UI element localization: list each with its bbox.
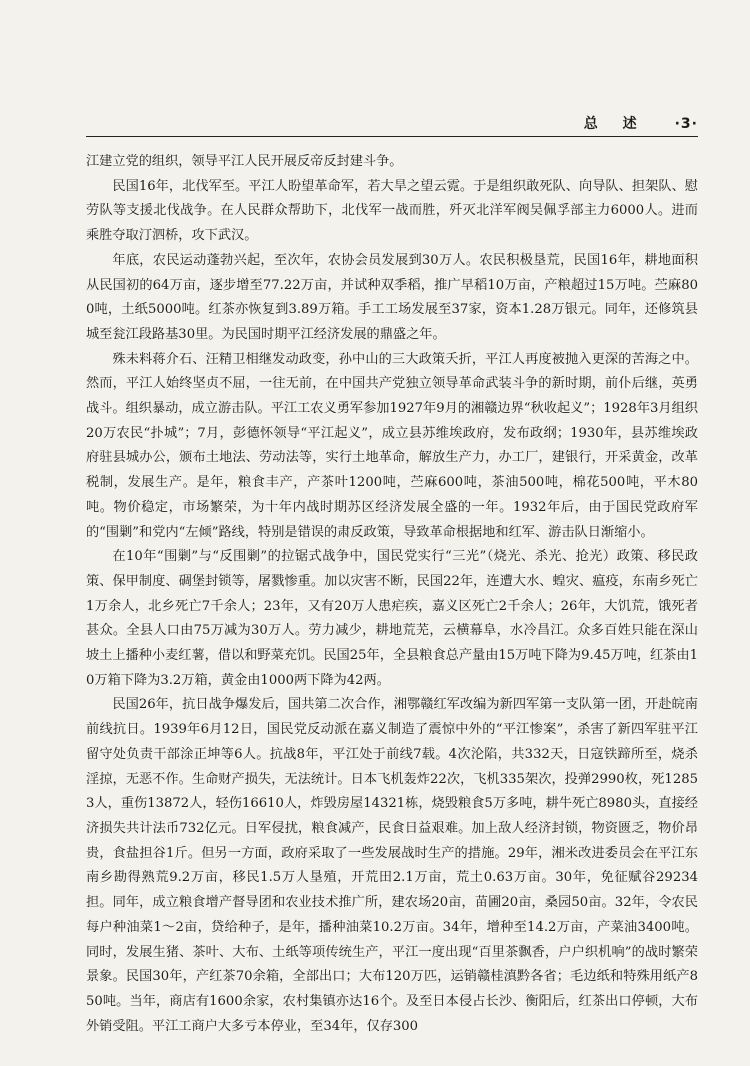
body-text <box>86 150 698 1039</box>
paragraph: 民国16年，北伐军至。平江人盼望革命军，若大旱之望云霓。于是组织敢死队、向导队、担架队、慰劳队等支援北伐战争。在人民群众帮助下，北伐军一战而胜，歼灭北洋军阀吴佩孚部主力6000人。进而乘胜夺取汀泗桥，攻下武汉。 <box>86 178 698 244</box>
running-header <box>86 113 698 133</box>
paragraph: 江建立党的组织，领导平江人民开展反帝反封建斗争。 <box>86 154 403 169</box>
paragraph: 民国26年，抗日战争爆发后，国共第二次合作，湘鄂赣红军改编为新四军第一支队第一团，开赴皖南前线抗日。1939年6月12日，国民党反动派在嘉义制造了震惊中外的“平江惨案”，杀害了新四军驻平江留守处负责干部涂正坤等6人。抗战8年，平江处于前线7载。4次沦陷，共332天，日寇铁蹄所至，烧杀淫掠，无恶不作。生命财产损失，无法统计。日本飞机轰炸22次，飞机335架次，投弹2990枚，死12853人，重伤13872人，轻伤16610人，炸毁房屋14321栋，烧毁粮食5万多吨，耕牛死亡8980头，直接经济损失共计法币732亿元。日军侵扰，粮食减产，民食日益艰难。加上敌人经济封锁，物资匮乏，物价昂贵，食盐担谷1斤。但另一方面，政府采取了一些发展战时生产的措施。29年，湘米改进委员会在平江东南乡勘得熟荒9.2万亩，移民1.5万人垦殖，开荒田2.1万亩，荒土0.63万亩。30年，免征赋谷29234担。同年，成立粮食增产督导团和农业技术推广所，建农场20亩，苗圃20亩，桑园50亩。32年，令农民每户种油菜1～2亩，贷给种子，是年，播种油菜10.2万亩。34年，增种至14.2万亩，产菜油3400吨。同时，发展生猪、茶叶、大布、土纸等项传统生产，平江一度出现“百里茶飘香，户户织机响”的战时繁荣景象。民国30年，产红茶70余箱，全部出口；大布120万匹，运销赣桂滇黔各省；毛边纸和特殊用纸产850吨。当年，商店有1600余家，农村集镇亦达16个。及至日本侵占长沙、衡阳后，红茶出口停顿，大布外销受阻。平江工商户大多亏本停业，至34年，仅存300 <box>86 697 698 1034</box>
paragraph: 在10年“围剿”与“反围剿”的拉锯式战争中，国民党实行“三光”（烧光、杀光、抢光）政策、移民政策、保甲制度、碉堡封锁等，屠戮惨重。加以灾害不断，民国22年，连遭大水、蝗灾、瘟疫，东南乡死亡1万余人，北乡死亡7千余人；23年，又有20万人患疟疾，嘉义区死亡2千余人；26年，大饥荒，饿死者甚众。全县人口由75万减为30万人。劳力减少，耕地荒芜，云横幕阜，水冷昌江。众多百姓只能在深山坡土上播种小麦红薯，借以和野菜充饥。民国25年，全县粮食总产量由15万吨下降为9.45万吨，红茶由10万箱下降为3.2万箱，黄金由1000两下降为42两。 <box>86 549 698 688</box>
header-rule <box>86 136 698 137</box>
paragraph: 年底，农民运动蓬勃兴起，至次年，农协会员发展到30万人。农民积极垦荒，民国16年，耕地面积从民国初的64万亩，逐步增至77.22万亩，并试种双季稻，推广早稻10万亩，产粮超过15万吨。苎麻800吨，土纸5000吨。红茶亦恢复到3.89万箱。手工工场发展至37家，资本1.28万银元。同年，还修筑县城至瓮江段路基30里。为民国时期平江经济发展的鼎盛之年。 <box>86 252 698 342</box>
section-title: 总 述 <box>583 116 647 132</box>
paragraph: 殊未料蒋介石、汪精卫相继发动政变，孙中山的三大政策夭折，平江人再度被抛入更深的苦海之中。然而，平江人始终坚贞不屈，一往无前，在中国共产党独立领导革命武装斗争的新时期，前仆后继，英勇战斗。组织暴动，成立游击队。平江工农义勇军参加1927年9月的湘赣边界“秋收起义”；1928年3月组织20万农民“扑城”；7月，彭德怀领导“平江起义”，成立县苏维埃政府，发布政纲；1930年，县苏维埃政府驻县城办公，颁布土地法、劳动法等，实行土地革命，解放生产力，办工厂，建银行，开采黄金，改革税制，发展生产。是年，粮食丰产，产茶叶1200吨，苎麻600吨，茶油500吨，棉花500吨，平木80吨。物价稳定，市场繁荣，为十年内战时期苏区经济发展全盛的一年。1932年后，由于国民党政府军的“围剿”和党内“左倾”路线，特别是错误的肃反政策，导致革命根据地和红军、游击队日渐缩小。 <box>86 351 698 540</box>
page-number: ·3· <box>674 116 698 132</box>
